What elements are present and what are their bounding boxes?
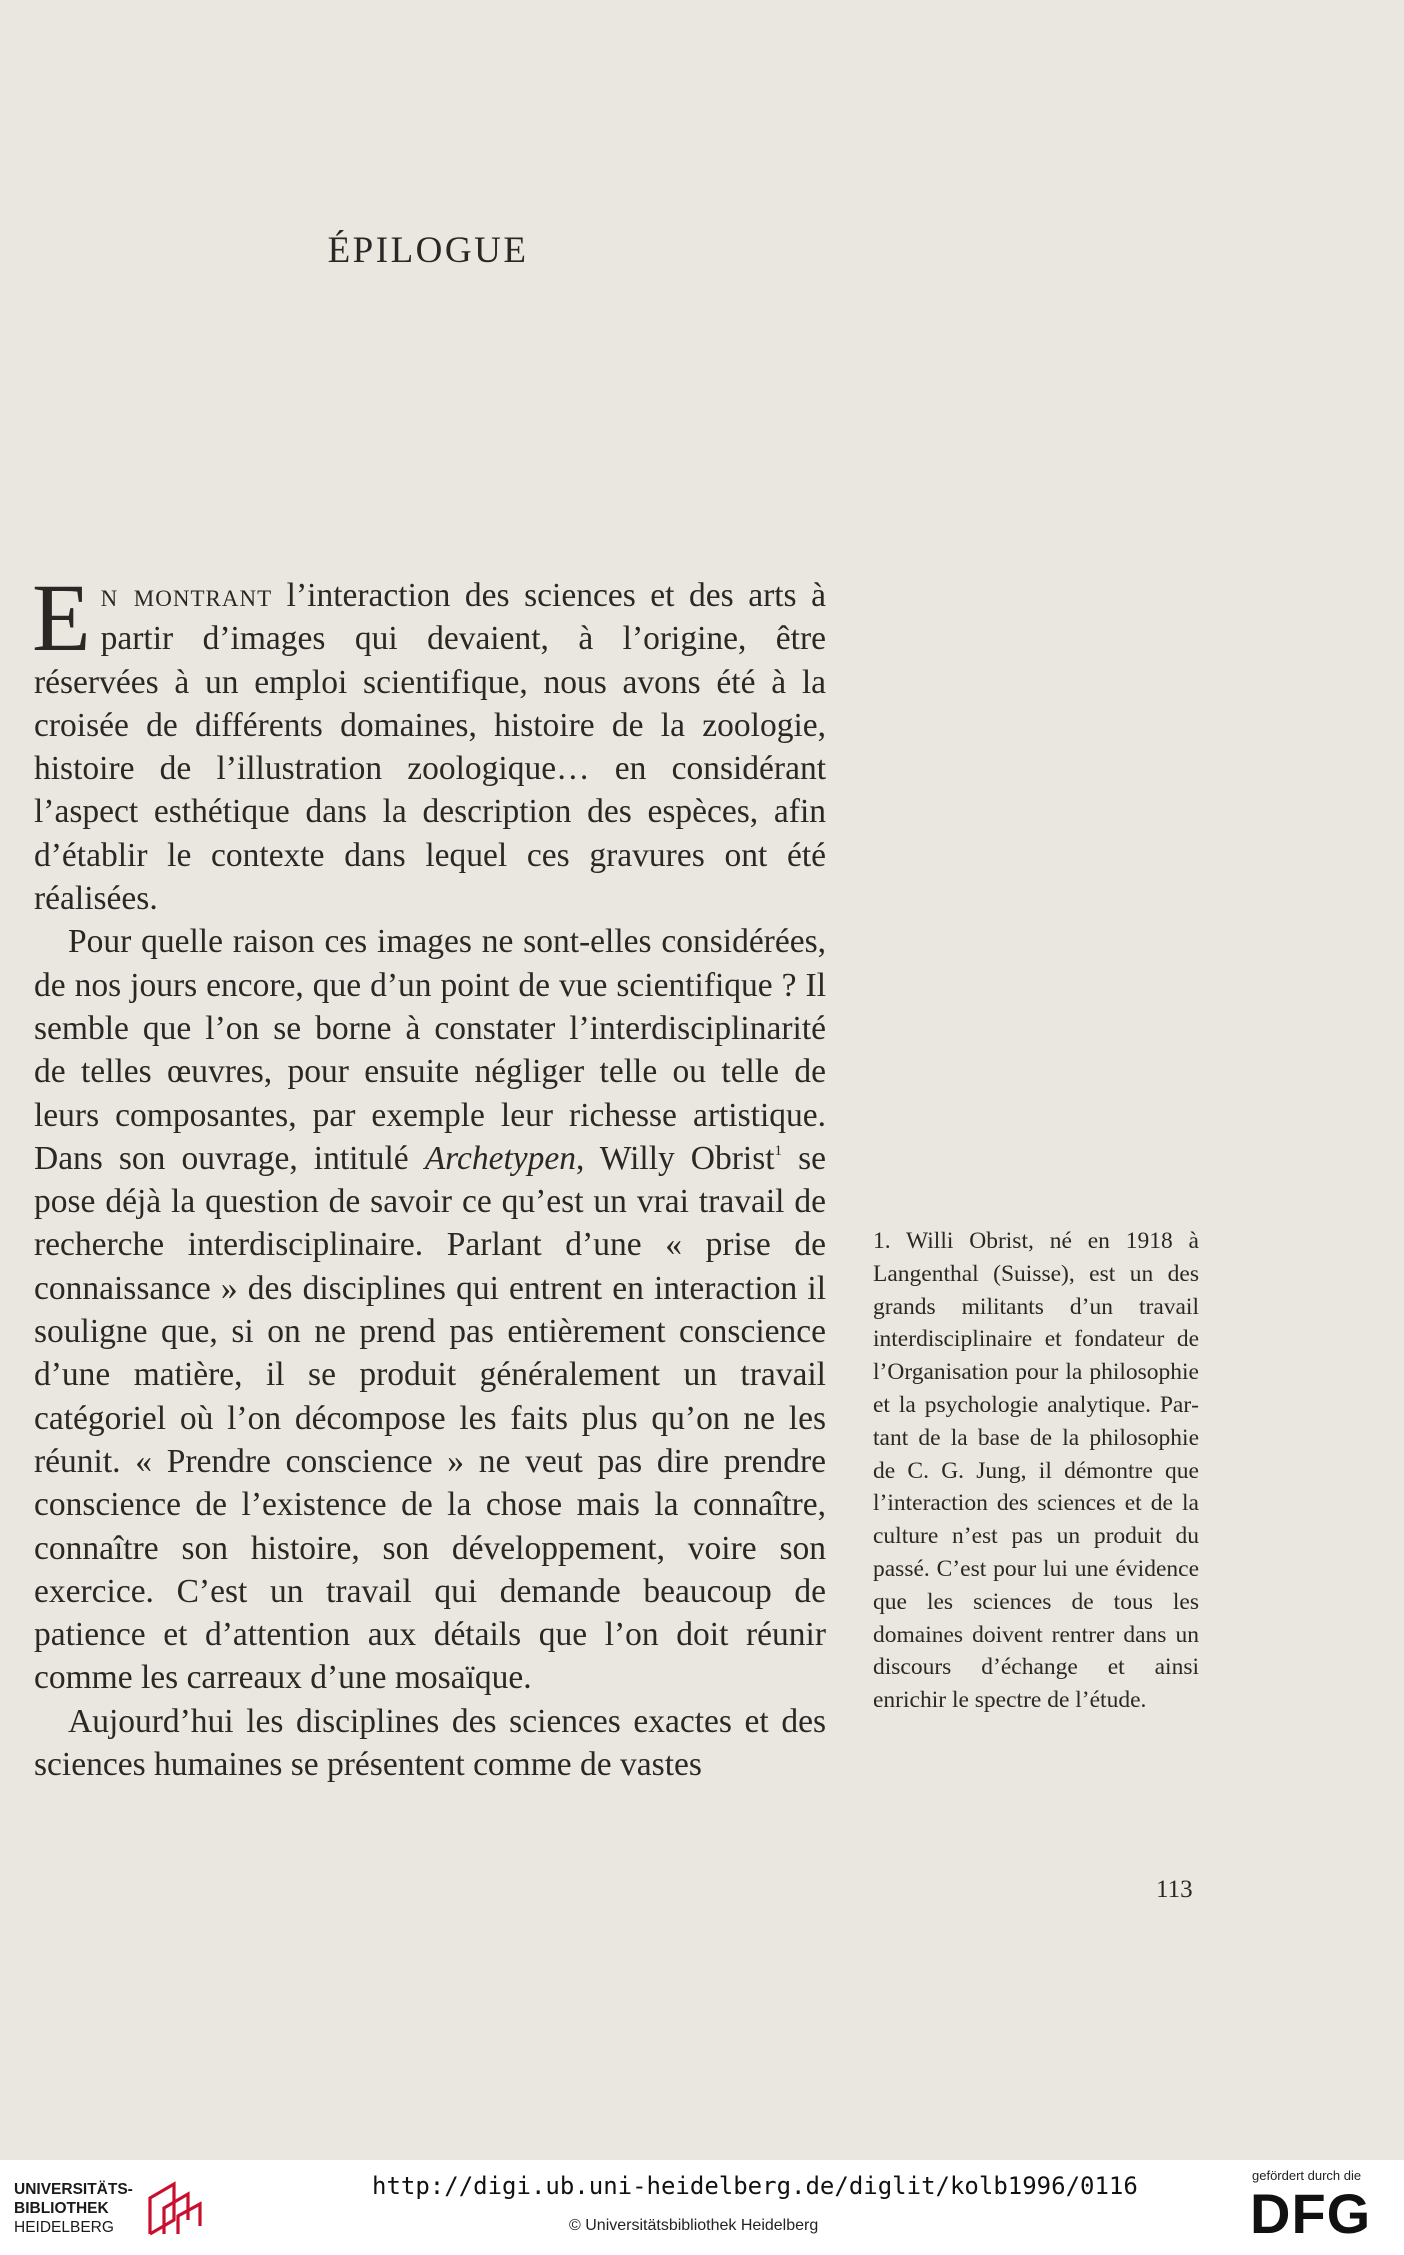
- paragraph-2-text-after: se pose déjà la question de savoir ce qu’est un vrai travail de recherche interdisciplinaire. Parlant d’une « prise de connaissance » des disciplines qui entrent en interaction il souligne que, si on ne prend pas entièrement conscience d’une matière, il se produit généralement un travail catégoriel où l’on décompose les faits plus qu’on ne les réunit. « Prendre conscience » ne veut pas dire prendre conscience de l’existence de la chose mais la connaître, connaître son histoire, son développement, voire son exercice. C’est un travail qui demande beaucoup de patience et d’attention aux détails que l’on doit réunir comme les carreaux d’une mosaïque.: [34, 1139, 826, 1697]
- paragraph-3: [34, 1700, 826, 1787]
- library-name-line-3: HEIDELBERG: [14, 2219, 114, 2236]
- paragraph-1-text: l’interaction des sciences et des arts à partir d’images qui devaient, à l’origine, être réservées à un emploi scientifique, nous avons été à la croisée de différents domaines, histoire de la zoologie, histoire de l’illustration zoologique… en considérant l’aspect esthétique dans la description des espèces, afin d’établir le contexte dans lequel ces gravures ont été réalisées.: [34, 577, 826, 918]
- library-name-line-1: UNIVERSITÄTS-: [14, 2181, 133, 2198]
- footnote-reference[interactable]: 1: [774, 1142, 783, 1159]
- digitization-footer: [0, 2160, 1404, 2255]
- paragraph-2: [34, 920, 826, 1699]
- book-title-italic: Archetypen: [424, 1139, 576, 1177]
- source-url-link[interactable]: http://digi.ub.uni-heidelberg.de/diglit/kolb1996/0116: [372, 2172, 1138, 2200]
- copyright-notice: © Universitätsbibliothek Heidelberg: [569, 2217, 819, 2234]
- library-emblem-icon: [144, 2176, 206, 2238]
- library-name: [14, 2180, 133, 2237]
- paragraph-3-text: Aujourd’hui les disciplines des sciences exactes et des sciences humaines se présentent comme de vastes: [34, 1702, 826, 1784]
- paragraph-2-text-mid: , Willy Obrist: [576, 1139, 775, 1177]
- drop-cap: E: [32, 564, 91, 671]
- funding-caption: gefördert durch die: [1252, 2168, 1362, 2183]
- library-logo[interactable]: [14, 2176, 214, 2246]
- dfg-logo: DFG: [1250, 2182, 1372, 2245]
- library-name-line-2: BIBLIOTHEK: [14, 2200, 109, 2217]
- paragraph-1: [32, 564, 826, 920]
- footnote: 1. Willi Obrist, né en 1918 à Langenthal (Suisse), est un des grands militants d’un travail interdisciplinaire et fondateur de l’Organisation pour la philosophie et la psychologie analytique. Partant de la base de la philosophie de C. G. Jung, il démontre que l’interaction des sciences et de la culture n’est pas un produit du passé. C’est pour lui une évidence que les sciences de tous les domaines doivent rentrer dans un discours d’échange et ainsi enrichir le spectre de l’étude.: [873, 1228, 1199, 1714]
- paragraph-2-text-before: Pour quelle raison ces images ne sont-elles considérées, de nos jours encore, que d’un point de vue scientifique ? Il semble que l’on se borne à constater l’interdisciplinarité de telles œuvres, pour ensuite négliger telle ou telle de leurs composantes, par exemple leur richesse artistique. Dans son ouvrage, intitulé: [34, 923, 826, 1177]
- page-number: 113: [1156, 1876, 1193, 1903]
- smallcaps-lead: n montrant: [100, 577, 273, 614]
- main-text-column: [32, 564, 826, 1786]
- chapter-title: ÉPILOGUE: [327, 230, 529, 271]
- funding-badge[interactable]: [1250, 2168, 1390, 2248]
